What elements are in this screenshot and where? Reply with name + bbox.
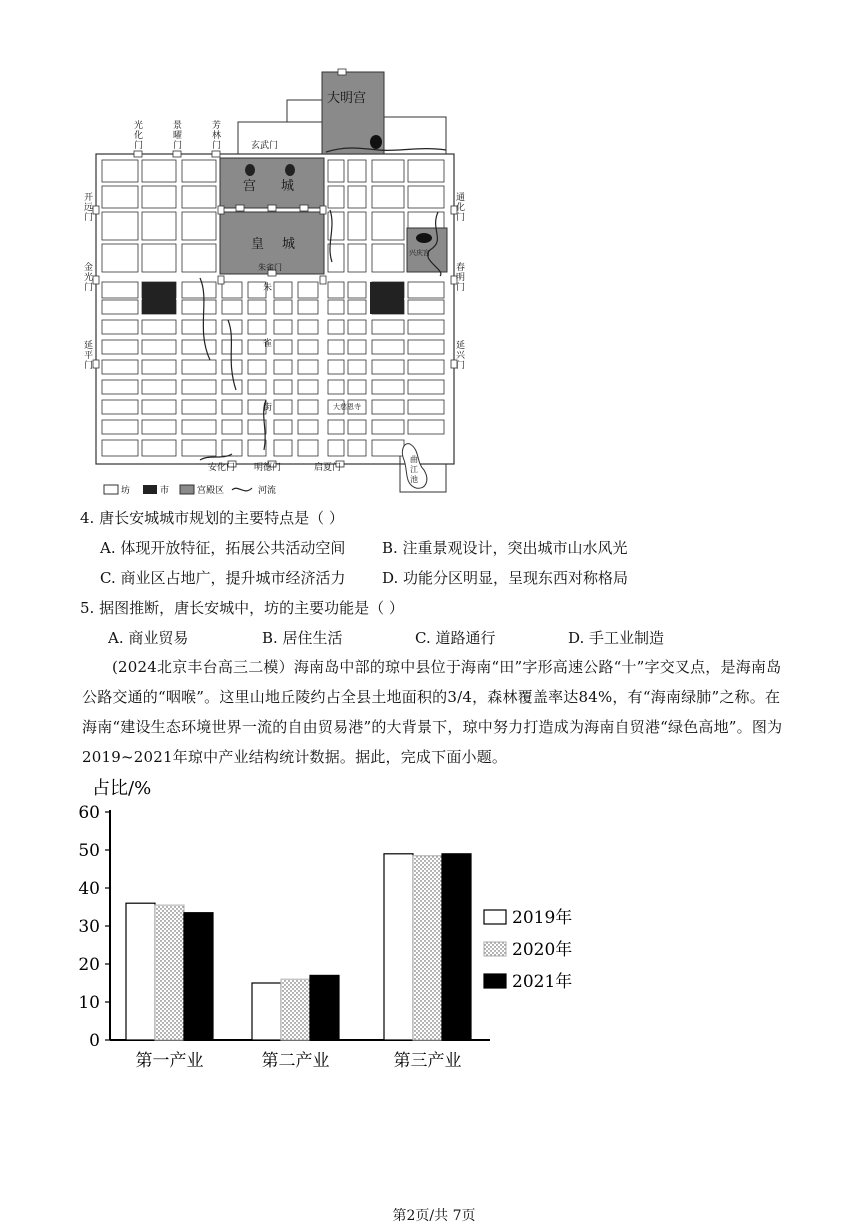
fang-block: [102, 186, 138, 208]
svg-text:延: 延: [456, 341, 466, 351]
fang-block: [348, 320, 366, 334]
bar-2021年: [184, 913, 213, 1040]
west-market: [142, 282, 176, 314]
map-label-xingqing: 兴庆宫: [409, 249, 430, 257]
category-label: 第二产业: [261, 1051, 330, 1071]
y-tick-label: 30: [78, 917, 100, 937]
q4-option-c[interactable]: C. 商业区占地广，提升城市经济活力: [100, 569, 346, 587]
fang-block: [142, 186, 176, 208]
svg-text:芳: 芳: [212, 121, 222, 131]
legend-swatch: [484, 974, 506, 988]
fang-block: [298, 320, 318, 334]
y-tick-label: 0: [89, 1031, 100, 1051]
fang-block: [348, 360, 366, 374]
fang-block: [142, 380, 176, 394]
category-label: 第三产业: [393, 1051, 462, 1071]
map-label-zhuque: 朱雀门: [258, 263, 282, 272]
legend-palace: 宫殿区: [197, 486, 225, 496]
fang-block: [274, 360, 292, 374]
legend-label: 2020年: [512, 940, 573, 960]
svg-text:光: 光: [84, 273, 94, 283]
fang-block: [142, 360, 176, 374]
svg-text:门: 门: [456, 283, 466, 293]
bar-2021年: [442, 854, 471, 1040]
q5-stem: 5. 据图推断，唐长安城中，坊的主要功能是（ ）: [80, 599, 404, 617]
page-footer: 第2页/共 7页: [392, 1208, 476, 1224]
fang-block: [348, 282, 366, 298]
svg-text:化: 化: [456, 203, 466, 213]
fang-block: [142, 212, 176, 240]
fang-block: [408, 300, 444, 314]
industry-structure-chart: [70, 770, 590, 1080]
fang-block: [372, 360, 404, 374]
fang-block: [348, 380, 366, 394]
fang-block: [102, 160, 138, 182]
fang-block: [298, 440, 318, 456]
svg-text:兴: 兴: [456, 351, 466, 361]
y-tick-label: 50: [78, 841, 100, 861]
q5-option-c[interactable]: C. 道路通行: [415, 629, 496, 647]
fang-block: [274, 340, 292, 354]
fang-block: [248, 440, 266, 456]
fang-block: [328, 300, 344, 314]
fang-block: [328, 320, 344, 334]
fang-block: [298, 400, 318, 414]
svg-text:门: 门: [84, 213, 94, 223]
fang-block: [182, 186, 216, 208]
svg-text:化: 化: [134, 131, 144, 141]
svg-text:曜: 曜: [173, 131, 183, 141]
fang-block: [248, 420, 266, 434]
map-label-qixia: 启夏门: [314, 463, 342, 473]
bar-2019年: [252, 983, 281, 1040]
svg-text:远: 远: [84, 203, 94, 213]
bar-2020年: [281, 979, 310, 1040]
fang-block: [102, 400, 138, 414]
legend-river: 河流: [258, 486, 277, 496]
map-label-imperial-1: 皇: [251, 237, 265, 252]
fang-block: [142, 160, 176, 182]
q5-option-d[interactable]: D. 手工业制造: [568, 629, 665, 647]
fang-block: [372, 380, 404, 394]
map-label-damingpalace: 大明宫: [327, 91, 367, 106]
fang-block: [248, 300, 266, 314]
fang-block: [142, 440, 176, 456]
map-label-palace-1: 宫: [243, 179, 257, 194]
q4-option-b[interactable]: B. 注重景观设计，突出城市山水风光: [382, 539, 628, 557]
fang-block: [298, 282, 318, 298]
fang-block: [328, 160, 344, 182]
svg-text:门: 门: [84, 361, 94, 371]
passage: (2024北京丰台高三二模）海南岛中部的琼中县位于海南“田”字形高速公路“十”字交叉点，是海南岛公路交通的“咽喉”。这里山地丘陵约占全县土地面积的3/4，森林覆盖率达84%，有“海南绿肺”之称。在海南“建设生态环境世界一流的自由贸易港”的大背景下，琼中努力打造成为海南自贸港“绿色高地”。图为2019~2021年琼中产业结构统计数据。据此，完成下面小题。: [82, 658, 783, 766]
fang-block: [248, 320, 266, 334]
fang-block: [182, 360, 216, 374]
fang-block: [372, 440, 404, 456]
fang-block: [372, 160, 404, 182]
fang-block: [348, 440, 366, 456]
y-axis-label: 占比/%: [92, 778, 152, 799]
fang-block: [328, 212, 344, 240]
fang-block: [298, 340, 318, 354]
fang-block: [348, 300, 366, 314]
fang-block: [372, 420, 404, 434]
bar-2021年: [310, 975, 339, 1040]
q4-option-a[interactable]: A. 体现开放特征，拓展公共活动空间: [100, 539, 346, 557]
svg-text:门: 门: [134, 141, 144, 151]
fang-block: [102, 300, 138, 314]
fang-block: [328, 420, 344, 434]
y-tick-label: 20: [78, 955, 100, 975]
fang-block: [328, 186, 344, 208]
fang-block: [348, 160, 366, 182]
fang-block: [372, 340, 404, 354]
fang-block: [182, 160, 216, 182]
svg-text:明: 明: [456, 273, 466, 283]
svg-text:通: 通: [456, 193, 466, 203]
category-label: 第一产业: [135, 1051, 204, 1071]
fang-block: [222, 400, 242, 414]
svg-text:曲: 曲: [410, 455, 418, 464]
y-tick-label: 40: [78, 879, 100, 899]
fang-block: [372, 400, 404, 414]
fang-block: [408, 400, 444, 414]
fang-block: [102, 320, 138, 334]
fang-block: [222, 340, 242, 354]
bar-2020年: [155, 905, 184, 1040]
svg-text:金: 金: [84, 263, 94, 273]
y-tick-label: 60: [78, 803, 100, 823]
fang-block: [274, 420, 292, 434]
fang-block: [142, 340, 176, 354]
svg-text:平: 平: [84, 351, 94, 361]
fang-block: [408, 380, 444, 394]
fang-block: [298, 360, 318, 374]
map-label-anhua: 安化门: [208, 463, 236, 473]
fang-block: [182, 212, 216, 240]
fang-block: [372, 212, 404, 240]
q5-option-a[interactable]: A. 商业贸易: [108, 629, 189, 647]
legend-fang: 坊: [121, 486, 131, 496]
svg-text:林: 林: [212, 131, 222, 141]
fang-block: [328, 380, 344, 394]
fang-block: [298, 380, 318, 394]
east-market: [370, 282, 404, 314]
fang-block: [348, 244, 366, 272]
fang-block: [142, 400, 176, 414]
map-label-street-2: 雀: [263, 339, 273, 349]
fang-block: [328, 340, 344, 354]
map-label-xuanwu: 玄武门: [251, 141, 279, 151]
fang-block: [102, 244, 138, 272]
fang-block: [274, 282, 292, 298]
q4-option-d[interactable]: D. 功能分区明显，呈现东西对称格局: [382, 569, 629, 587]
legend-swatch: [484, 910, 506, 924]
fang-block: [408, 360, 444, 374]
fang-block: [222, 440, 242, 456]
fang-block: [328, 440, 344, 456]
map-label-mingde: 明德门: [254, 463, 282, 473]
fang-block: [298, 420, 318, 434]
bar-2020年: [413, 856, 442, 1040]
fang-block: [182, 300, 216, 314]
fang-block: [372, 186, 404, 208]
fang-block: [328, 282, 344, 298]
fang-block: [102, 360, 138, 374]
q5-option-b[interactable]: B. 居住生活: [262, 629, 343, 647]
fang-block: [222, 380, 242, 394]
fang-block: [102, 212, 138, 240]
palace-city: [220, 158, 324, 208]
fang-block: [182, 244, 216, 272]
changan-city-map: [80, 62, 480, 500]
fang-block: [222, 420, 242, 434]
fang-block: [274, 300, 292, 314]
bar-2019年: [384, 854, 413, 1040]
legend-label: 2021年: [512, 972, 573, 992]
fang-block: [372, 320, 404, 334]
svg-text:延: 延: [84, 341, 94, 351]
map-label-street-3: 街: [263, 403, 273, 413]
fang-block: [274, 400, 292, 414]
q4-stem: 4. 唐长安城城市规划的主要特点是（ ）: [80, 509, 344, 527]
svg-text:景: 景: [173, 121, 183, 131]
svg-text:门: 门: [456, 213, 466, 223]
fang-block: [182, 320, 216, 334]
fang-block: [102, 282, 138, 298]
fang-block: [182, 282, 216, 298]
legend-label: 2019年: [512, 908, 573, 928]
fang-block: [142, 244, 176, 272]
y-tick-label: 10: [78, 993, 100, 1013]
fang-block: [408, 420, 444, 434]
fang-block: [222, 300, 242, 314]
fang-block: [102, 380, 138, 394]
fang-block: [182, 400, 216, 414]
fang-block: [408, 186, 444, 208]
fang-block: [348, 186, 366, 208]
fang-block: [408, 160, 444, 182]
svg-text:光: 光: [134, 121, 144, 131]
fang-block: [348, 212, 366, 240]
fang-block: [182, 440, 216, 456]
fang-block: [274, 380, 292, 394]
fang-block: [142, 420, 176, 434]
fang-block: [348, 340, 366, 354]
fang-block: [274, 440, 292, 456]
fang-block: [248, 380, 266, 394]
fang-block: [102, 340, 138, 354]
svg-text:池: 池: [410, 475, 418, 484]
svg-text:门: 门: [173, 141, 183, 151]
svg-text:开: 开: [84, 193, 94, 203]
svg-text:门: 门: [212, 141, 222, 151]
bar-2019年: [126, 903, 155, 1040]
fang-block: [142, 320, 176, 334]
fang-block: [182, 340, 216, 354]
map-label-street-1: 朱: [263, 283, 273, 293]
fang-block: [248, 360, 266, 374]
map-label-imperial-2: 城: [282, 237, 296, 252]
svg-text:门: 门: [456, 361, 466, 371]
svg-text:门: 门: [84, 283, 94, 293]
fang-block: [408, 340, 444, 354]
fang-block: [372, 244, 404, 272]
fang-block: [408, 320, 444, 334]
fang-block: [222, 320, 242, 334]
map-label-dayanta: 大慈恩寺: [333, 403, 361, 411]
legend-market: 市: [160, 486, 170, 496]
fang-block: [298, 300, 318, 314]
fang-block: [348, 420, 366, 434]
legend-swatch: [484, 942, 506, 956]
map-label-palace-2: 城: [281, 179, 295, 194]
fang-block: [182, 420, 216, 434]
fang-block: [102, 420, 138, 434]
fang-block: [102, 440, 138, 456]
svg-text:江: 江: [410, 465, 418, 474]
fang-block: [408, 282, 444, 298]
fang-block: [328, 360, 344, 374]
fang-block: [274, 320, 292, 334]
fang-block: [182, 380, 216, 394]
fang-block: [222, 282, 242, 298]
svg-text:春: 春: [456, 263, 466, 273]
